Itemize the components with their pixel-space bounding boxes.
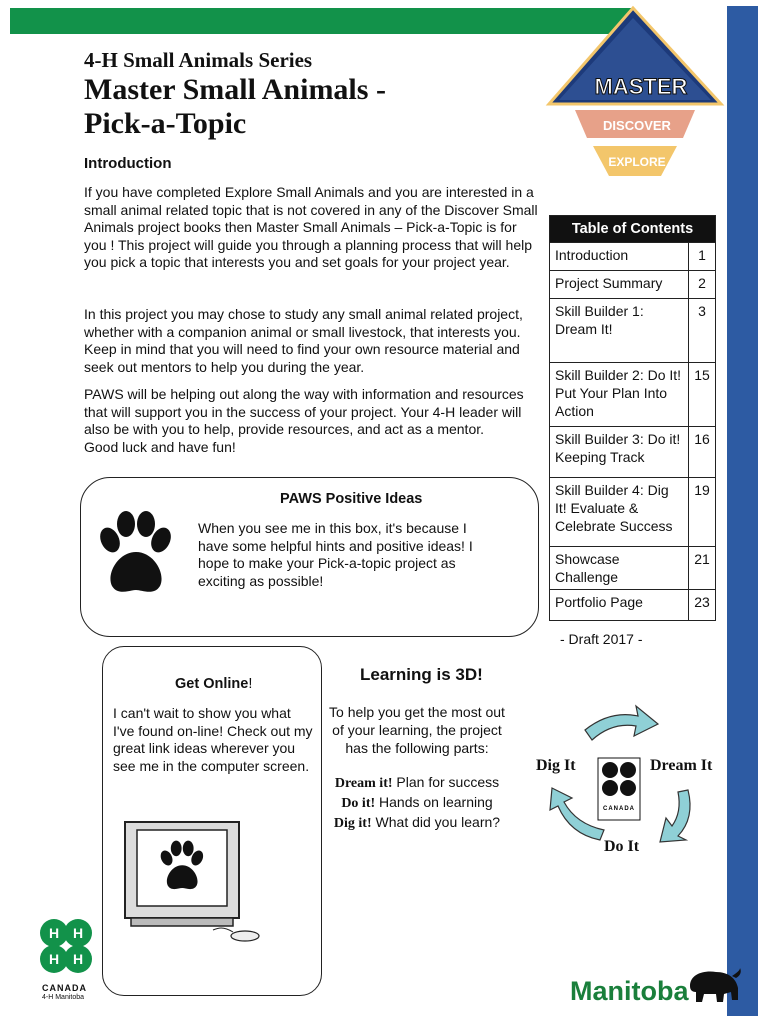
get-online-text: I can't wait to show you what I've found on-line! Check out my great link ideas wherever you see me in the computer screen.: [113, 705, 313, 774]
list-item: [322, 773, 512, 793]
toc-row: [550, 589, 715, 620]
learning-3d-heading: Learning is 3D!: [360, 665, 483, 684]
toc-page: 19: [694, 482, 710, 498]
toc-row: [550, 546, 715, 589]
page-title-line2: Pick-a-Topic: [84, 107, 247, 140]
item-label: Do it!: [341, 796, 376, 811]
side-blue-bar: [727, 6, 758, 1016]
page-title-line1: Master Small Animals -: [84, 73, 386, 106]
list-item: [322, 813, 512, 833]
toc-page: 3: [698, 303, 706, 319]
toc-title: Project Summary: [550, 271, 689, 298]
intro-paragraph-1: If you have completed Explore Small Animals and you are interested in a small animal related topic that is not covered in any of the Discover Small Animals project books then Master Small Animals – Pick-a-Topic is for you ! This project will guide you through a planning process that will help you pick a topic that interests you and set goals for your project year.: [84, 184, 538, 270]
toc-row: [550, 270, 715, 298]
item-desc: Hands on learning: [379, 794, 493, 810]
toc-title: Showcase Challenge: [550, 547, 689, 589]
paws-text: When you see me in this box, it's because I have some helpful hints and positive ideas! I hope to make your Pick-a-topic project as exciting as possible!: [198, 520, 473, 589]
toc-row: [550, 298, 715, 362]
toc-title: Skill Builder 2: Do It! Put Your Plan Into Action: [550, 363, 689, 426]
get-online-heading-text: Get Online: [175, 676, 249, 692]
master-badge: [545, 4, 725, 184]
toc-title: Introduction: [550, 243, 689, 270]
cycle-dig-label: Dig It: [536, 757, 576, 774]
toc-title: Skill Builder 3: Do it! Keeping Track: [550, 427, 689, 477]
introduction-heading: Introduction: [84, 155, 172, 172]
item-label: Dig it!: [333, 816, 372, 831]
toc-row: [550, 362, 715, 426]
toc-title: Skill Builder 1: Dream It!: [550, 299, 689, 362]
learning-cycle-diagram: [530, 700, 730, 850]
item-label: Dream it!: [334, 776, 393, 791]
learning-3d-list: [322, 773, 512, 833]
svg-text:H: H: [73, 951, 84, 967]
paws-heading: PAWS Positive Ideas: [280, 491, 423, 507]
toc-title: Portfolio Page: [550, 590, 689, 620]
toc-heading: Table of Contents: [550, 216, 715, 242]
intro-paragraph-3: [84, 386, 542, 456]
arrow-down-icon: [660, 790, 690, 842]
list-item: [322, 793, 512, 813]
badge-explore-label: EXPLORE: [608, 155, 666, 169]
cycle-canada-label: CANADA: [603, 806, 635, 812]
draft-label: - Draft 2017 -: [560, 631, 643, 647]
arrow-up-icon: [550, 788, 604, 840]
toc-page: 1: [698, 247, 706, 263]
toc-page: 23: [694, 594, 710, 610]
intro-paragraph-3-body: PAWS will be helping out along the way with information and resources that will support you in the success of your project. Your 4-H leader will also be with you to help, provide resources, and act as a mentor.: [84, 386, 524, 437]
page-title: [84, 73, 504, 141]
toc-page: 16: [694, 431, 710, 447]
toc-page: 15: [694, 367, 710, 383]
4h-clover-logo: [36, 915, 96, 981]
svg-text:H: H: [73, 925, 84, 941]
item-desc: What did you learn?: [375, 814, 501, 830]
svg-text:H: H: [49, 925, 60, 941]
series-title: 4-H Small Animals Series: [84, 48, 313, 72]
cycle-do-label: Do It: [604, 838, 640, 855]
header-green-bar: [10, 8, 635, 34]
canada-sub-label: 4-H Manitoba: [42, 994, 85, 1001]
learning-3d-text: To help you get the most out of your learning, the project has the following parts:: [329, 704, 505, 756]
intro-paragraph-3-closing: Good luck and have fun!: [84, 438, 236, 455]
canada-label: CANADA: [42, 983, 87, 993]
badge-master-label: MASTER: [594, 74, 688, 99]
intro-paragraph-2: In this project you may chose to study any small animal related project, whether with a companion animal or small livestock, that interests you. Keep in mind that you will need to find your own resource material and seek out mentors to help you during the year.: [84, 306, 523, 375]
toc-row: [550, 426, 715, 477]
manitoba-logo-text: Manitoba: [570, 976, 689, 1006]
toc-row: [550, 242, 715, 270]
toc-page: 21: [694, 551, 710, 567]
get-online-heading-suffix: !: [248, 676, 253, 692]
arrow-right-icon: [585, 706, 658, 740]
item-desc: Plan for success: [396, 774, 500, 790]
toc-title: Skill Builder 4: Dig It! Evaluate & Celebrate Success: [550, 478, 689, 546]
bison-icon: [686, 966, 742, 1006]
table-of-contents: [549, 215, 716, 621]
badge-discover-label: DISCOVER: [603, 118, 671, 133]
get-online-heading: [175, 676, 252, 692]
computer-monitor-icon: [123, 820, 273, 945]
paw-print-icon: [94, 510, 174, 600]
toc-row: [550, 477, 715, 546]
toc-page: 2: [698, 275, 706, 291]
svg-text:H: H: [49, 951, 60, 967]
cycle-dream-label: Dream It: [650, 757, 713, 774]
